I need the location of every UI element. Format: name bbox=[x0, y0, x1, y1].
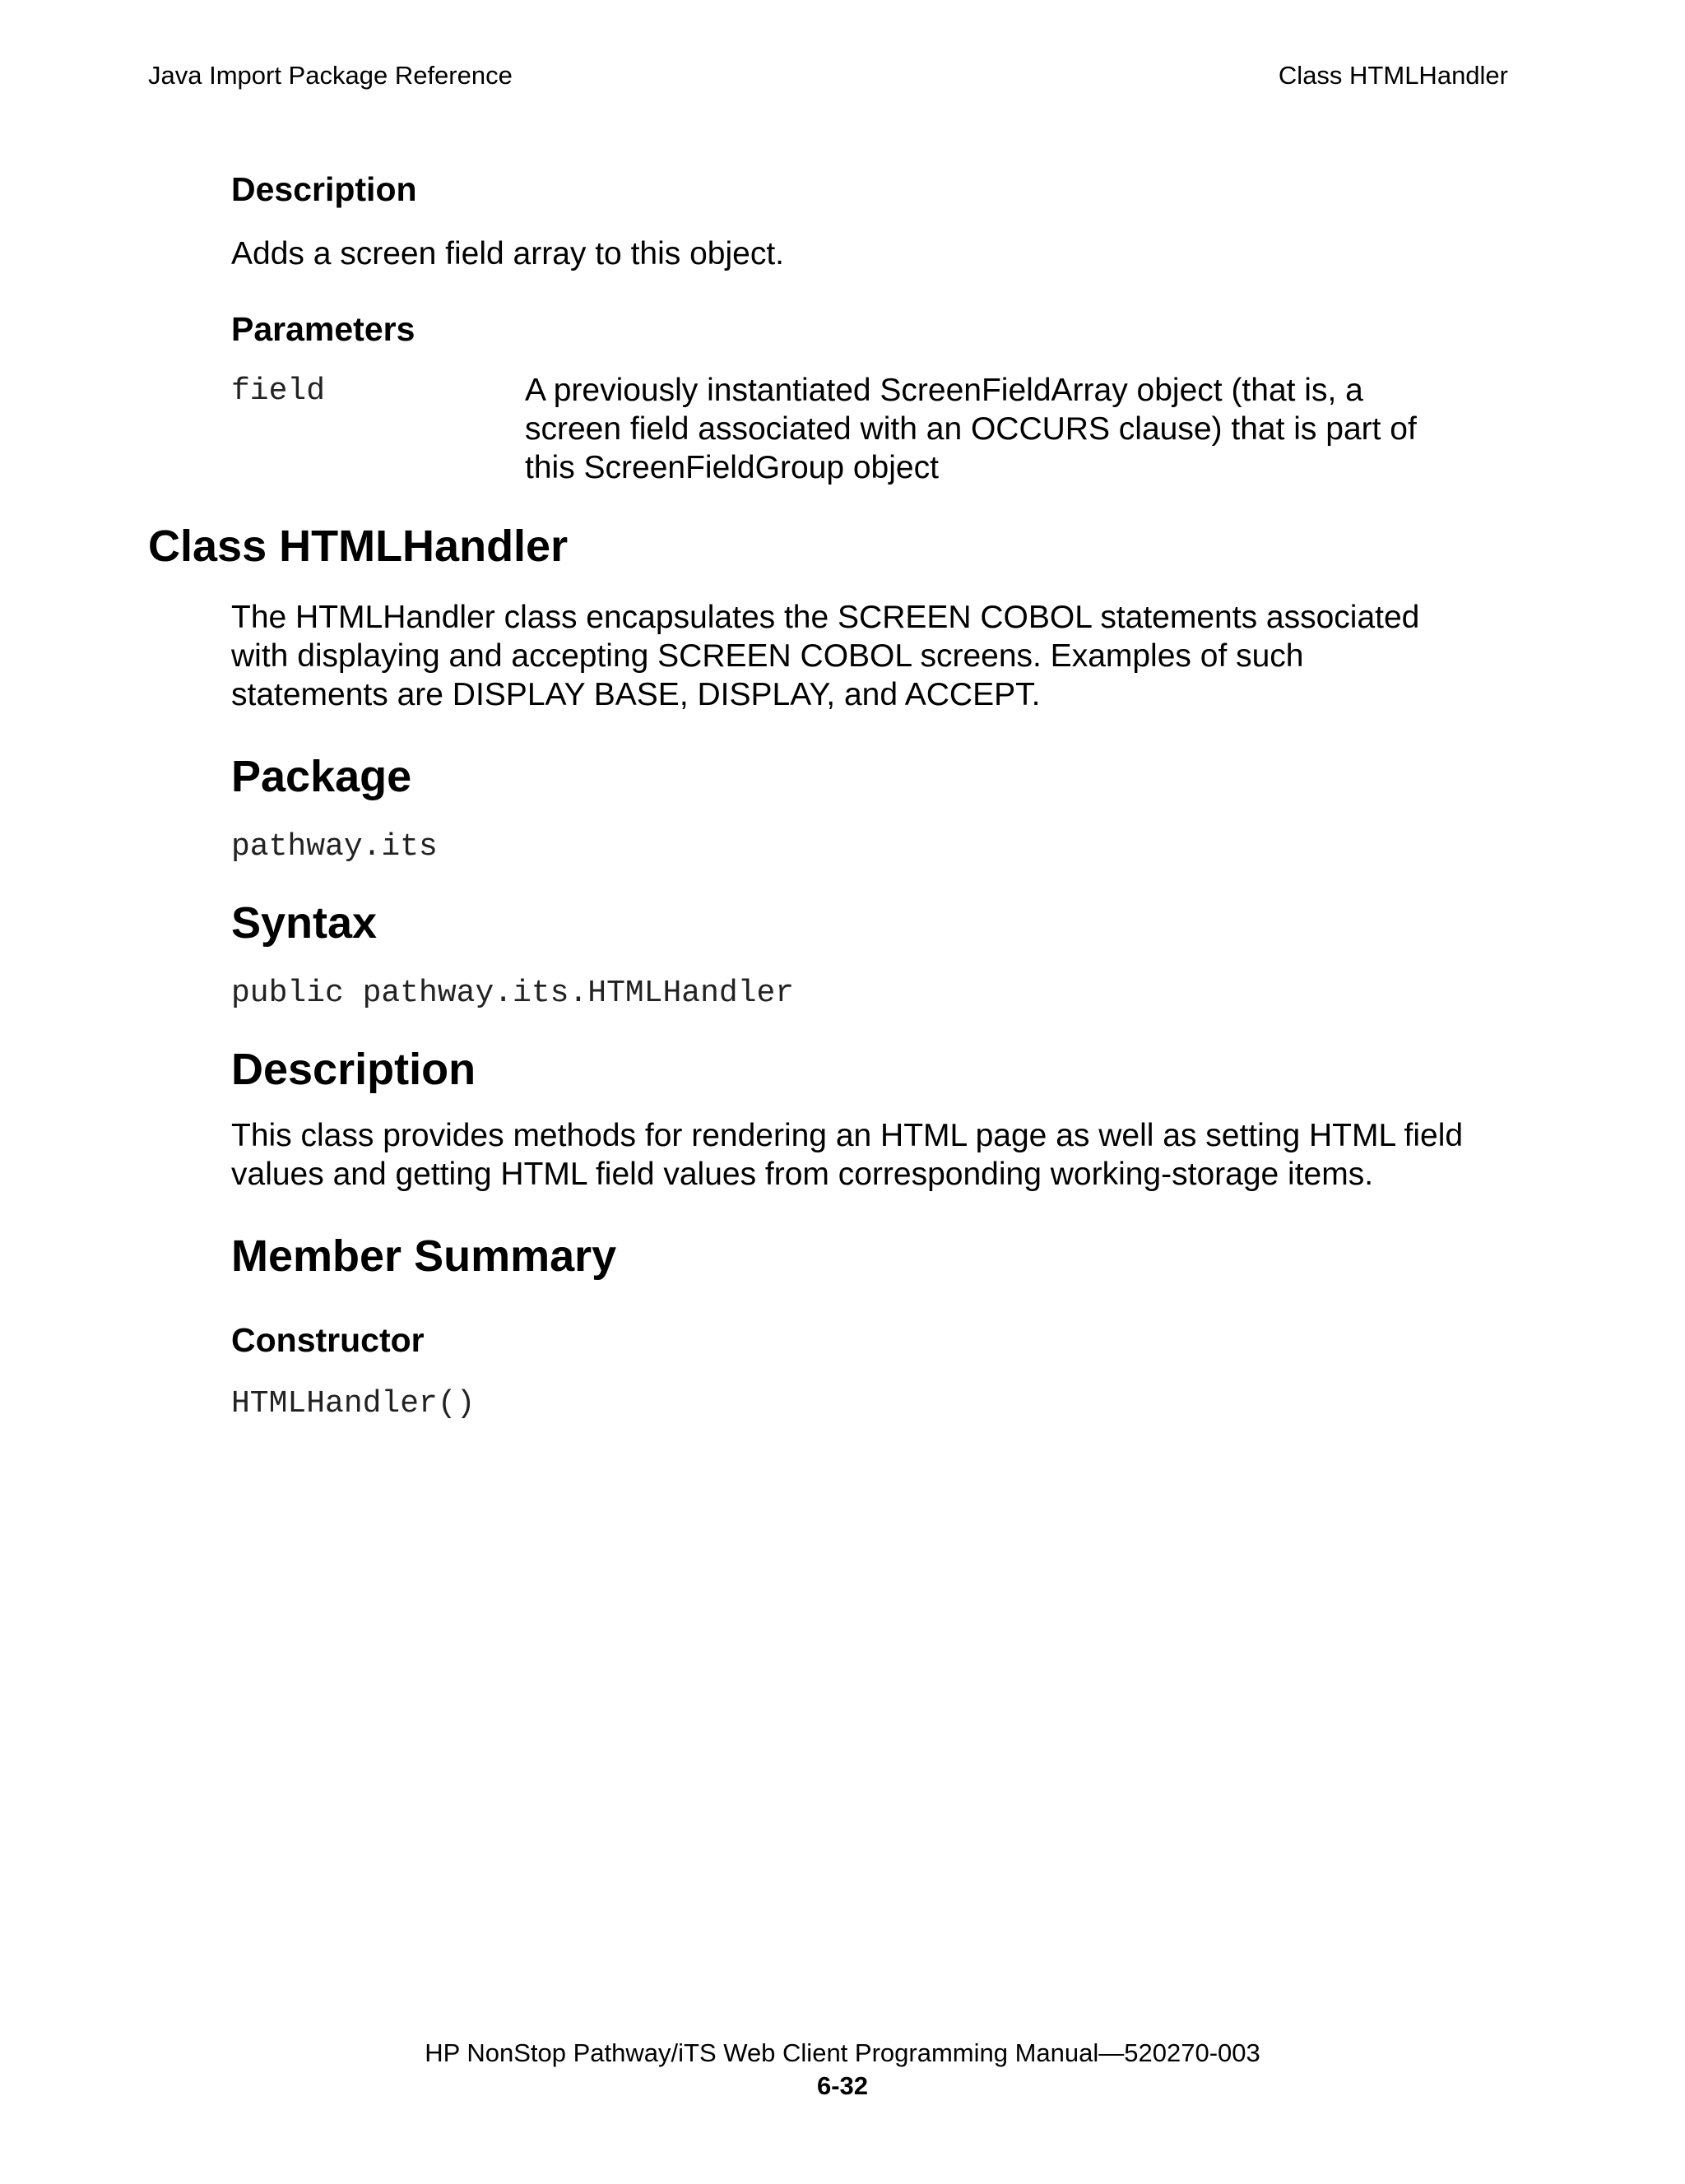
class-description-line-2: values and getting HTML field values from corresponding working-storage items. bbox=[231, 1157, 1374, 1192]
param-desc-line-2: screen field associated with an OCCURS clause) that is part of bbox=[525, 411, 1417, 447]
page-footer bbox=[0, 2037, 1685, 2103]
member-summary-heading: Member Summary bbox=[231, 1231, 617, 1281]
constructor-heading: Constructor bbox=[231, 1321, 425, 1359]
constructor-value: HTMLHandler() bbox=[231, 1386, 476, 1421]
class-title: Class HTMLHandler bbox=[148, 522, 569, 571]
description-heading: Description bbox=[231, 170, 417, 208]
parameters-heading: Parameters bbox=[231, 310, 415, 348]
class-description-heading: Description bbox=[231, 1045, 476, 1094]
header-section-title: Class HTMLHandler bbox=[1278, 61, 1508, 90]
class-intro-line-1: The HTMLHandler class encapsulates the SCREEN COBOL statements associated bbox=[231, 600, 1420, 635]
description-text: Adds a screen field array to this object. bbox=[231, 236, 785, 271]
package-value: pathway.its bbox=[231, 829, 438, 865]
syntax-heading: Syntax bbox=[231, 898, 378, 948]
package-heading: Package bbox=[231, 752, 412, 801]
param-desc-line-3: this ScreenFieldGroup object bbox=[525, 450, 939, 485]
syntax-value: public pathway.its.HTMLHandler bbox=[231, 976, 795, 1011]
class-description-line-1: This class provides methods for rendering an HTML page as well as setting HTML field bbox=[231, 1118, 1464, 1153]
param-name: field bbox=[231, 373, 326, 409]
class-intro-line-2: with displaying and accepting SCREEN COBOL screens. Examples of such bbox=[231, 638, 1304, 674]
param-desc-line-1: A previously instantiated ScreenFieldArray object (that is, a bbox=[525, 373, 1363, 408]
header-chapter-title: Java Import Package Reference bbox=[148, 61, 513, 90]
footer-page-number: 6-32 bbox=[816, 2071, 869, 2100]
class-intro-line-3: statements are DISPLAY BASE, DISPLAY, and ACCEPT. bbox=[231, 677, 1041, 712]
running-header bbox=[148, 59, 1508, 92]
footer-manual-title: HP NonStop Pathway/iTS Web Client Programming Manual—520270-003 bbox=[425, 2038, 1260, 2067]
